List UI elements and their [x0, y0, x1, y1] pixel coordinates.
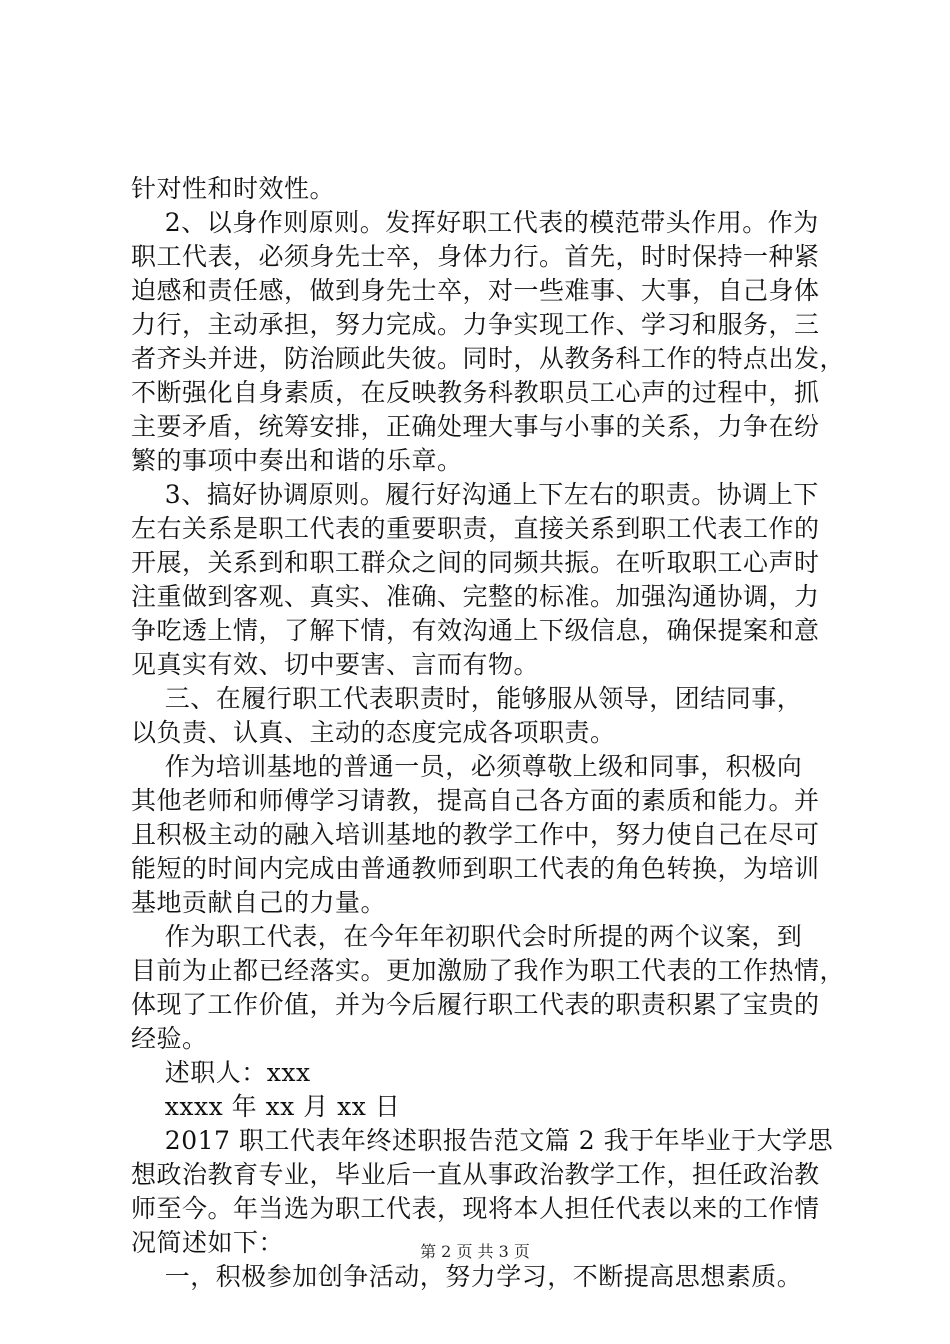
- page-number-footer: 第 2 页 共 3 页: [420, 1242, 530, 1261]
- text-line: 力行，主动承担，努力完成。力争实现工作、学习和服务，三: [131, 310, 820, 339]
- text-line: 主要矛盾，统筹安排，正确处理大事与小事的关系，力争在纷: [131, 412, 820, 441]
- text-line: 且积极主动的融入培训基地的教学工作中，努力使自己在尽可: [131, 820, 820, 849]
- text-line: 3、搞好协调原则。履行好沟通上下左右的职责。协调上下: [131, 480, 819, 509]
- text-line: 一，积极参加创争活动，努力学习，不断提高思想素质。: [131, 1262, 803, 1291]
- text-line: 繁的事项中奏出和谐的乐章。: [131, 446, 463, 475]
- text-line: 迫感和责任感，做到身先士卒，对一些难事、大事，自己身体: [131, 276, 820, 305]
- text-line: 三、在履行职工代表职责时，能够服从领导，团结同事，: [131, 684, 803, 713]
- signature-line: 述职人：xxx: [131, 1058, 311, 1087]
- text-line: 不断强化自身素质，在反映教务科教职员工心声的过程中，抓: [131, 378, 820, 407]
- text-line: 职工代表，必须身先士卒，身体力行。首先，时时保持一种紧: [131, 242, 820, 271]
- text-line: 能短的时间内完成由普通教师到职工代表的角色转换，为培训: [131, 854, 820, 883]
- text-line: 况简述如下：: [131, 1228, 285, 1257]
- text-line: 见真实有效、切中要害、言而有物。: [131, 650, 540, 679]
- text-line: 注重做到客观、真实、准确、完整的标准。加强沟通协调，力: [131, 582, 820, 611]
- text-line: 其他老师和师傅学习请教，提高自己各方面的素质和能力。并: [131, 786, 820, 815]
- text-line: 针对性和时效性。: [131, 174, 336, 203]
- date-line: xxxx 年 xx 月 xx 日: [131, 1092, 401, 1121]
- text-line: 经验。: [131, 1024, 208, 1053]
- text-line: 左右关系是职工代表的重要职责，直接关系到职工代表工作的: [131, 514, 820, 543]
- text-line: 目前为止都已经落实。更加激励了我作为职工代表的工作热情，: [131, 956, 846, 985]
- text-line: 者齐头并进，防治顾此失彼。同时，从教务科工作的特点出发，: [131, 344, 846, 373]
- document-body: [131, 172, 846, 1294]
- text-line: 争吃透上情，了解下情，有效沟通上下级信息，确保提案和意: [131, 616, 820, 645]
- text-line: 作为职工代表，在今年年初职代会时所提的两个议案，到: [131, 922, 803, 951]
- text-line: 作为培训基地的普通一员，必须尊敬上级和同事，积极向: [131, 752, 803, 781]
- text-line: 师至今。年当选为职工代表，现将本人担任代表以来的工作情: [131, 1194, 820, 1223]
- text-line: 体现了工作价值，并为今后履行职工代表的职责积累了宝贵的: [131, 990, 820, 1019]
- text-line: 2017 职工代表年终述职报告范文篇 2 我于年毕业于大学思: [131, 1126, 834, 1155]
- text-line: 开展，关系到和职工群众之间的同频共振。在听取职工心声时: [131, 548, 820, 577]
- text-line: 以负责、认真、主动的态度完成各项职责。: [131, 718, 616, 747]
- text-line: 2、以身作则原则。发挥好职工代表的模范带头作用。作为: [131, 208, 819, 237]
- text-line: 想政治教育专业，毕业后一直从事政治教学工作，担任政治教: [131, 1160, 820, 1189]
- text-line: 基地贡献自己的力量。: [131, 888, 387, 917]
